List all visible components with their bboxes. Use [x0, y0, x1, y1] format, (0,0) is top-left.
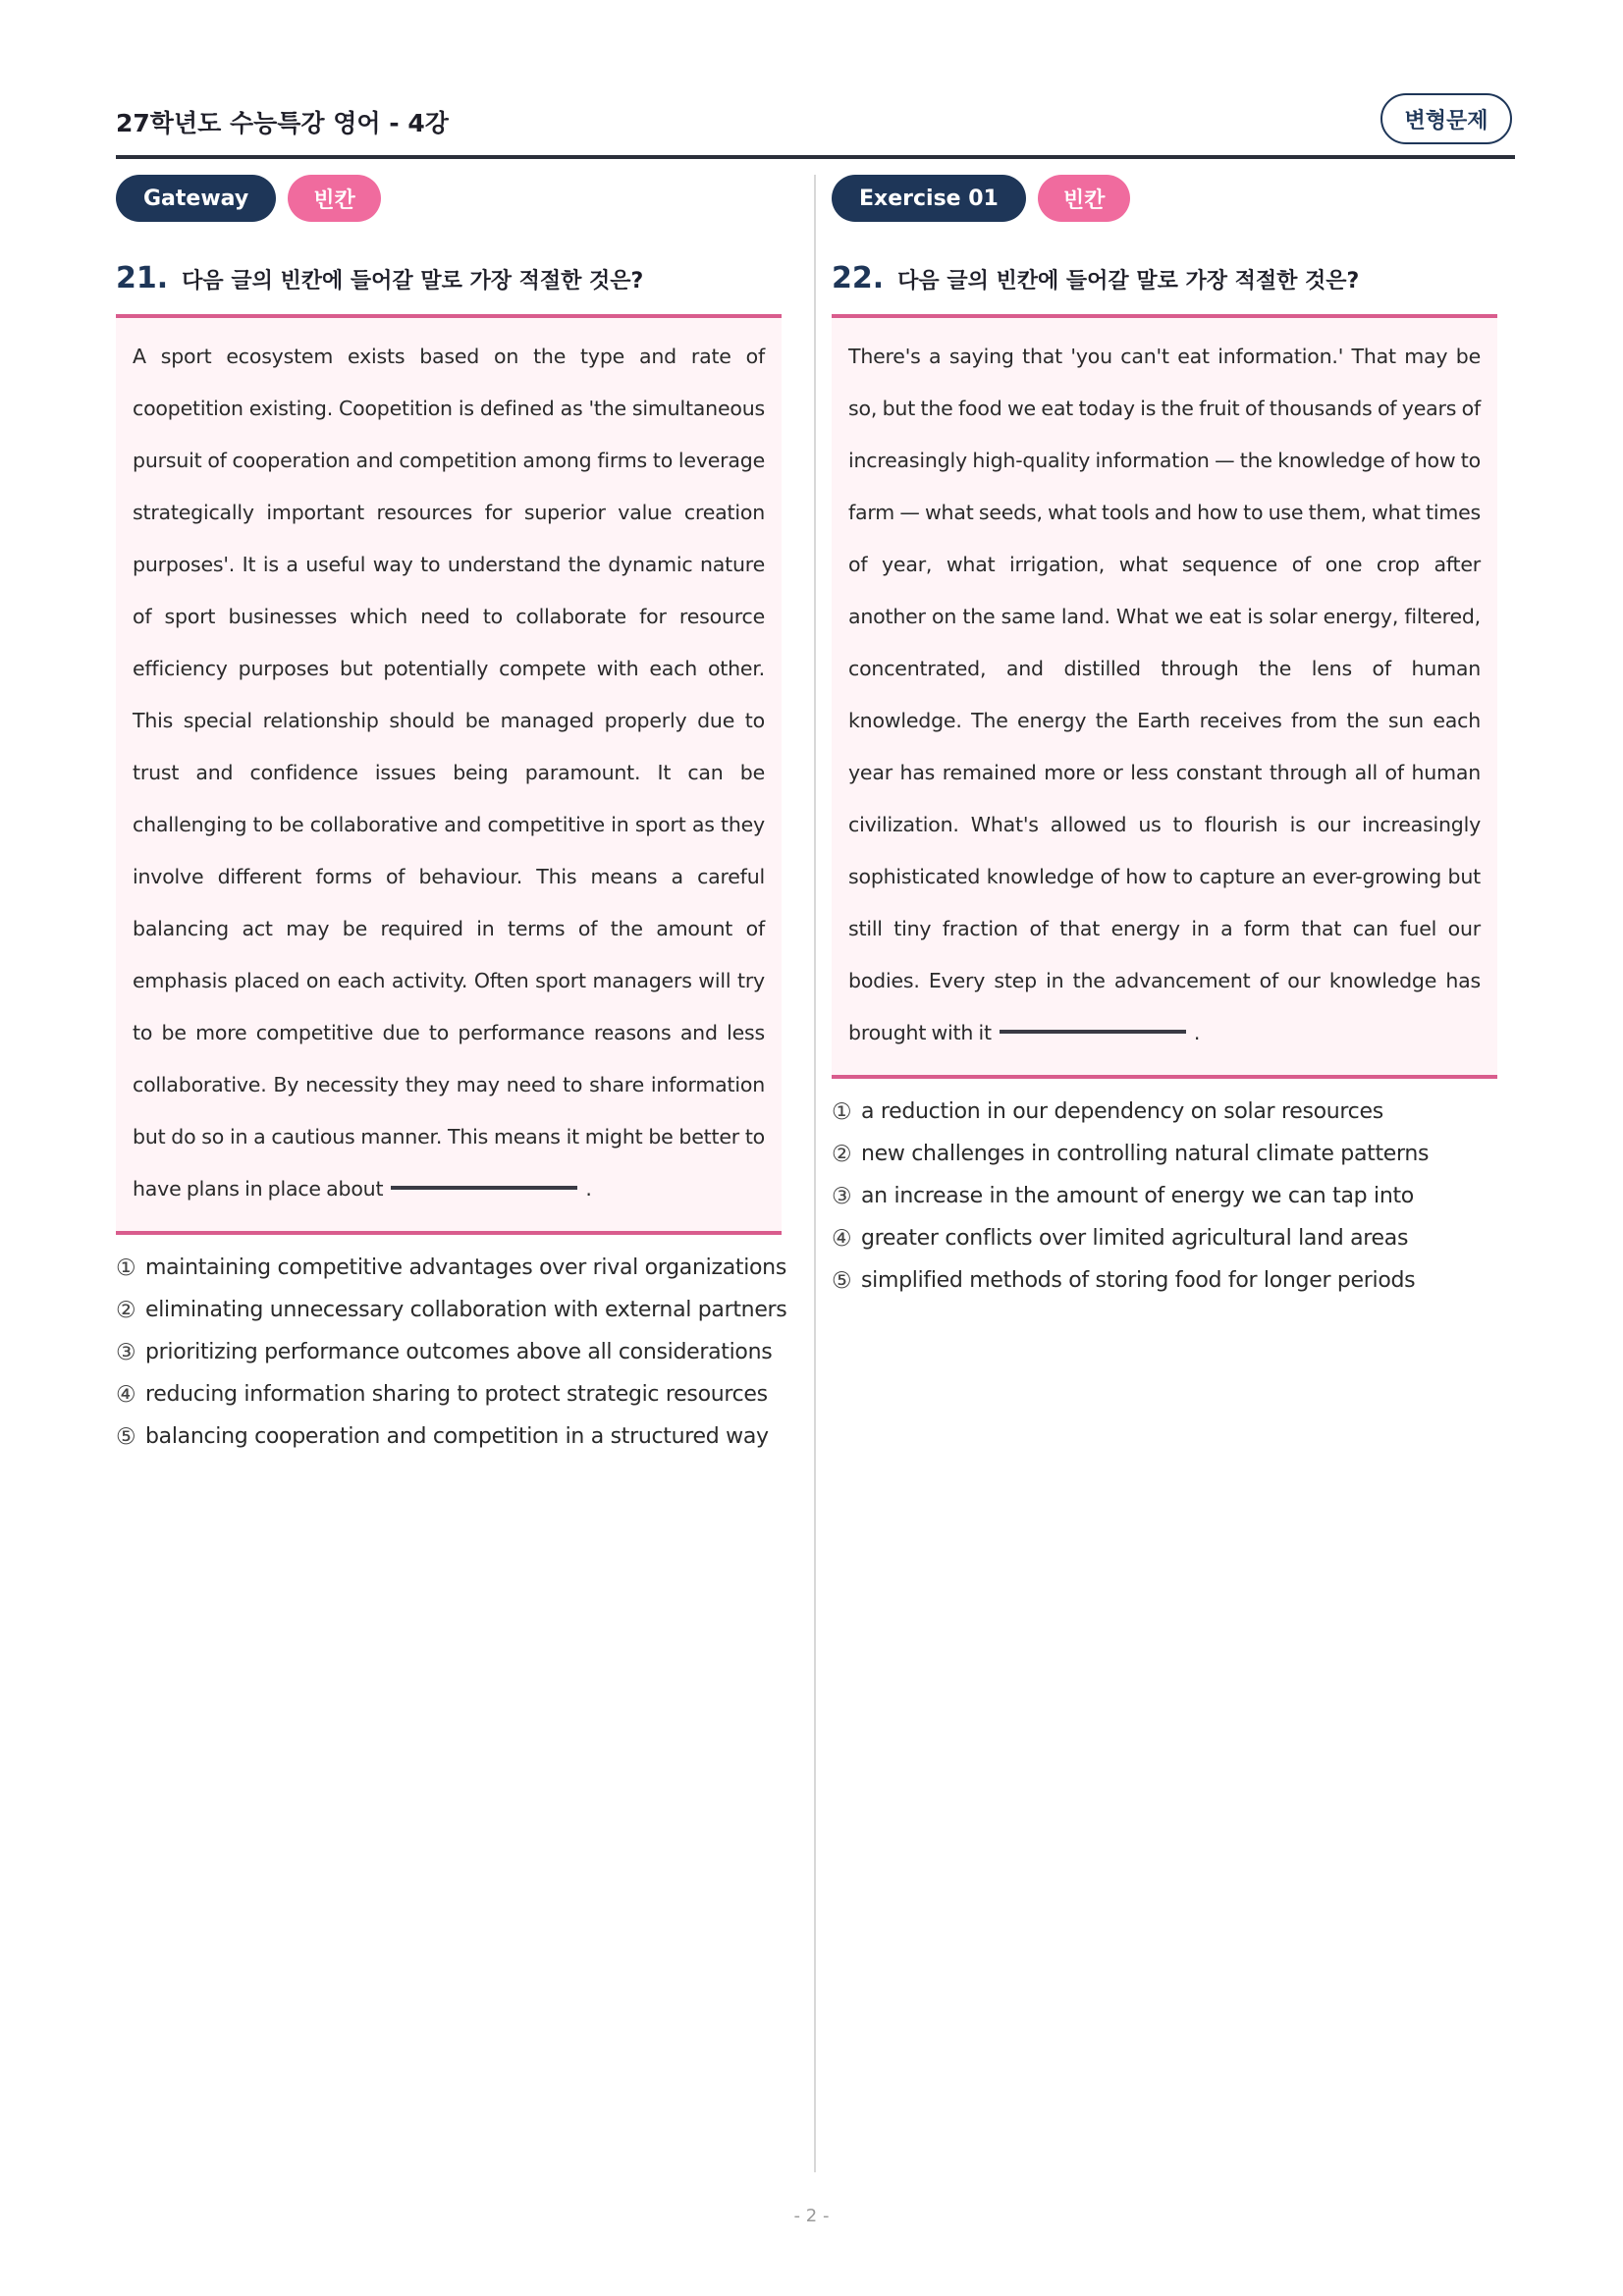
- question-prompt: 다음 글의 빈칸에 들어갈 말로 가장 적절한 것은?: [897, 269, 1360, 294]
- choice-mark: ①: [832, 1098, 852, 1125]
- question-prompt: 다음 글의 빈칸에 들어갈 말로 가장 적절한 것은?: [182, 269, 644, 294]
- answer-blank: [391, 1186, 577, 1190]
- question-number: 21.: [116, 261, 169, 295]
- question-tags: [832, 175, 1497, 222]
- choice-mark: ③: [116, 1339, 136, 1365]
- choice-text: reducing information sharing to protect strategic resources: [145, 1382, 768, 1407]
- header-divider: [116, 155, 1515, 159]
- source-tag: Exercise 01: [832, 175, 1026, 222]
- choice-3[interactable]: [116, 1331, 803, 1373]
- category-tag: 빈칸: [1038, 175, 1131, 222]
- answer-blank: [1000, 1030, 1186, 1034]
- column-divider: [814, 175, 816, 2172]
- question-number: 22.: [832, 261, 885, 295]
- choice-text: maintaining competitive advantages over rival organizations: [145, 1255, 786, 1280]
- answer-choices: [832, 1091, 1519, 1302]
- choice-text: balancing cooperation and competition in a structured way: [145, 1424, 769, 1449]
- question-line: [832, 261, 1359, 295]
- choice-1[interactable]: [832, 1091, 1519, 1133]
- choice-mark: ④: [832, 1225, 852, 1252]
- choice-2[interactable]: [116, 1289, 803, 1331]
- choice-5[interactable]: [116, 1415, 803, 1458]
- question-22-section: [832, 175, 1497, 1294]
- question-line: [116, 261, 643, 295]
- category-tag: 빈칸: [288, 175, 381, 222]
- choice-4[interactable]: [116, 1373, 803, 1415]
- page-header-title: 27학년도 수능특강 영어 - 4강: [116, 109, 449, 137]
- passage-box: [832, 314, 1497, 1079]
- choice-5[interactable]: [832, 1259, 1519, 1302]
- variant-problem-badge: 변형문제: [1380, 93, 1512, 144]
- passage-body: A sport ecosystem exists based on the type and rate of coopetition existing. Coopetition is defined as 'the simultaneous pursuit of cooperation and competition among firms to leverage strategically important resources for superior value creation purposes'. It is a useful way to understand the dynamic nature of sport businesses which need to collaborate for resource efficiency purposes but potentially compete with each other. This special relationship should be managed properly due to trust and confidence issues being paramount. It can be challenging to be collaborative and competitive in sport as they involve different forms of behaviour. This means a careful balancing act may be required in terms of the amount of emphasis placed on each activity. Often sport managers will try to be more competitive due to performance reasons and less collaborative. By necessity they may need to share information but do so in a cautious manner. This means it might be better to have plans in place about: [133, 345, 765, 1201]
- choice-mark: ③: [832, 1183, 852, 1209]
- choice-text: prioritizing performance outcomes above all considerations: [145, 1340, 773, 1364]
- passage-text: [848, 331, 1481, 1059]
- choice-text: simplified methods of storing food for longer periods: [861, 1268, 1416, 1293]
- question-tags: [116, 175, 782, 222]
- choice-text: new challenges in controlling natural climate patterns: [861, 1142, 1430, 1166]
- question-21-section: [116, 175, 787, 1450]
- passage-body: There's a saying that 'you can't eat information.' That may be so, but the food we eat today is the fruit of thousands of years of increasingly high-quality information — the knowledge of how to farm — what seeds, what tools and how to use them, what times of year, what irrigation, what sequence of one crop after another on the same land. What we eat is solar energy, filtered, concentrated, and distilled through the lens of human knowledge. The energy the Earth receives from the sun each year has remained more or less constant through all of human civilization. What's allowed us to flourish is our increasingly sophisticated knowledge of how to capture an ever-growing but still tiny fraction of that energy in a form that can fuel our bodies. Every step in the advancement of our knowledge has brought with it: [848, 345, 1481, 1044]
- choice-mark: ⑤: [832, 1267, 852, 1294]
- source-tag: Gateway: [116, 175, 276, 222]
- passage-end-punctuation: .: [585, 1177, 592, 1201]
- choice-4[interactable]: [832, 1217, 1519, 1259]
- choice-mark: ①: [116, 1255, 136, 1281]
- choice-text: an increase in the amount of energy we can tap into: [861, 1184, 1414, 1208]
- choice-mark: ②: [116, 1297, 136, 1323]
- choice-mark: ⑤: [116, 1423, 136, 1450]
- choice-text: a reduction in our dependency on solar resources: [861, 1099, 1383, 1124]
- choice-mark: ②: [832, 1141, 852, 1167]
- passage-box: [116, 314, 782, 1235]
- passage-text: [133, 331, 765, 1215]
- choice-1[interactable]: [116, 1247, 803, 1289]
- choice-text: greater conflicts over limited agricultural land areas: [861, 1226, 1409, 1251]
- page-number: - 2 -: [793, 2206, 830, 2226]
- choice-3[interactable]: [832, 1175, 1519, 1217]
- passage-end-punctuation: .: [1193, 1021, 1201, 1044]
- choice-text: eliminating unnecessary collaboration with external partners: [145, 1298, 787, 1322]
- choice-mark: ④: [116, 1381, 136, 1408]
- choice-2[interactable]: [832, 1133, 1519, 1175]
- answer-choices: [116, 1247, 803, 1458]
